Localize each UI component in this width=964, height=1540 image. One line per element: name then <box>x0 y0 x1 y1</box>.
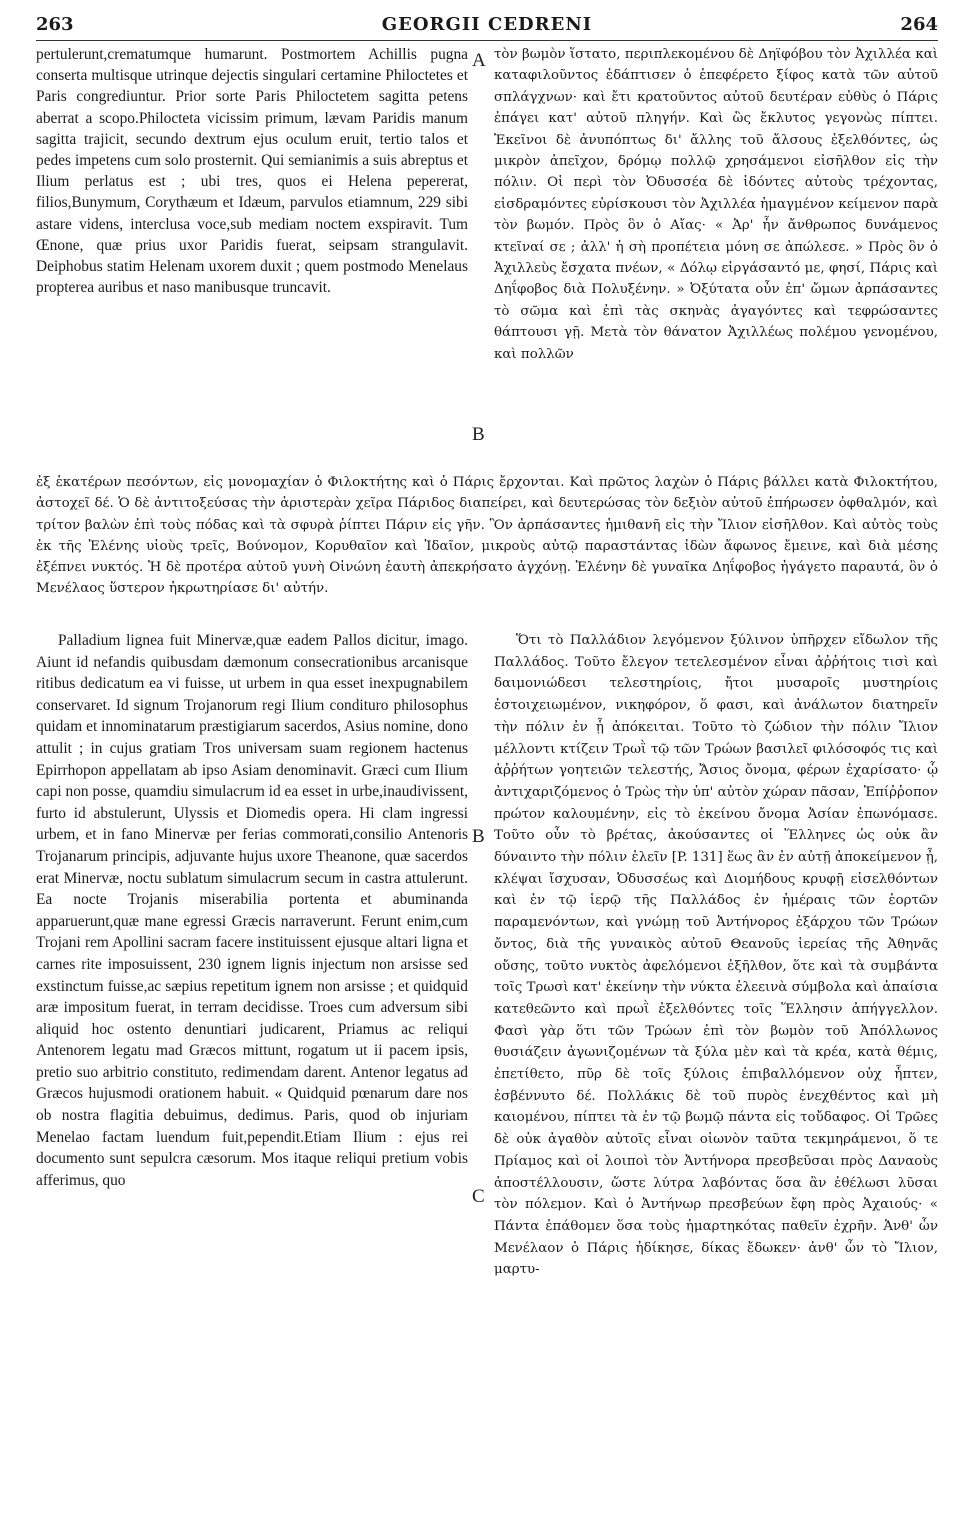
margin-marker-b2: B <box>472 826 485 847</box>
latin-column-section-1 <box>36 44 468 468</box>
latin-column-section-2 <box>36 630 468 1540</box>
running-title: GEORGII CEDRENI <box>381 14 593 35</box>
greek-column-section-1 <box>494 44 938 472</box>
greek-fullwidth-paragraph: ἐξ ἑκατέρων πεσόντων, εἰς μονομαχίαν ὁ Φιλοκτήτης καὶ ὁ Πάρις ἔρχονται. Καὶ πρῶτος λαχὼν ὁ Πάρις βάλλει κατὰ Φιλοκτήτου, ἀστοχεῖ δέ. Ὁ δὲ ἀντιτοξεύσας τὴν ἀριστερὰν χεῖρα Πάριδος διαπείρει, καὶ δευτερώσας τὸν δεξιὸν αὐτοῦ ἐπήρωσεν ὀφθαλμόν, καὶ τρίτον βαλὼν ἐπὶ τοὺς πόδας καὶ τὰ σφυρὰ ῥίπτει Πάριν εἰς γῆν. Ὃν ἁρπάσαντες ἡμιθανῆ εἰς τὴν Ἴλιον εἰσῆλθον. Καὶ αὐτὸς τοὺς ἐκ τῆς Ἑλένης υἱοὺς τρεῖς, Βούνομον, Κορυθαῖον καὶ Ἰδαῖον, μικροὺς αὐτῷ παραστάντας ἰδὼν ἄφωνος ἔμεινε, καὶ διὰ μέσης ἐξέπνει νυκτός. Ἡ δὲ προτέρα αὐτοῦ γυνὴ Οἰνώνη ἑαυτὴ ἀπεκρήσατο ἀγχόνῃ. Ἑλένην δὲ γυναῖκα Δηΐφοβος ἠγάγετο παραυτά, ὃν ὁ Μενέλαος ὕστερον ἠκρωτηρίασε δι' αὐτήν. <box>36 475 938 597</box>
greek-column-section-2 <box>494 630 938 1540</box>
margin-marker-c: C <box>472 1186 485 1207</box>
margin-marker-b1: B <box>472 424 485 445</box>
margin-marker-a: A <box>472 50 486 71</box>
page-number-right: 264 <box>900 14 938 35</box>
page-number-left: 263 <box>36 14 74 35</box>
greek-paragraph-2: Ὅτι τὸ Παλλάδιον λεγόμενον ξύλινον ὑπῆρχεν εἴδωλον τῆς Παλλάδος. Τοῦτο ἔλεγον τετελεσμένον εἶναι ἀῤῥήτοις τισὶ καὶ δαιμονιώδεσι τελεστηρίοις, ἤτοι μυσαροῖς μυστηρίοις ἐστοιχειωμένον, νικηφόρον, ὅ φασι, καὶ ἀνάλωτον διατηρεῖν τὴν πόλιν ἐν ᾗ ἀπόκειται. Τοῦτο τὸ ζώδιον τὴν πόλιν Ἴλιον μέλλοντι κτίζειν Τρωῒ τῷ τῶν Τρώων βασιλεῖ φιλόσοφός τις καὶ ἀῤῥήτων γοητειῶν τελεστής, Ἄσιος ὄνομα, φέρων ἐχαρίσατο· ᾧ ἀντιχαριζόμενος ὁ Τρὼς τὴν ὑπ' αὐτὸν χώραν πᾶσαν, Ἐπίῤῥοπον πρώτον καλουμένην, εἰς τὸ ἐκείνου ὄνομα Ἀσίαν ἐπωνόμασε. Τοῦτο οὖν τὸ βρέτας, ἀκούσαντες οἱ Ἕλληνες ὡς οὐκ ἂν δύναιντο τὴν πόλιν ἑλεῖν [P. 131] ἕως ἂν ἐν αὐτῇ ἀποκείμενον ᾖ, κλέψαι ἴσχυσαν, Ὀδυσσέως καὶ Διομήδους κρυφῇ εἰσελθόντων καὶ ἐν τῷ ἱερῷ τῆς Παλλάδος ἐν ἡμέραις τῶν ἑορτῶν παραμενόντων, καὶ γνώμῃ τοῦ Ἀντήνορος ἐξάρχου τῶν Τρώων ὄντος, διὰ τῆς γυναικὸς αὐτοῦ Θεανοῦς ἱερείας τῆς Ἀθηνᾶς οὔσης, τοῦτο νυκτὸς ἀφελόμενοι ἐξῆλθον, ὅτε καὶ τὰ συμβάντα τοῖς Τρωσὶ κατ' ἐκείνην τὴν νύκτα ἐλεεινὰ σύμβολα καὶ ἀπαίσια κατεθεῶντο καὶ πρωῒ ἐξελθόντες τοῖς Ἕλλησιν ἀπήγγελλον. Φασὶ γὰρ ὅτι τῶν Τρώων ἐπὶ τὸν βωμὸν τοῦ Ἀπόλλωνος θυσιάζειν ἀγωνιζομένων τὰ ξύλα μὲν καὶ τὰ κρέα, κατὰ θέμις, ἐπετίθετο, πῦρ δὲ τοῖς ξύλοις ἐπιβαλλόμενον οὐχ ἧπτεν, ἐσβέννυτο δέ. Πολλάκις δὲ τοῦ πυρὸς ἐνεχθέντος καὶ μὴ καιομένου, πίπτει τὰ ἐν τῷ βωμῷ πάντα εἰς τοὔδαφος. Οἱ Τρῶες δὲ οὐκ ἀγαθὸν αὐτοῖς εἶναι οἰωνὸν ταῦτα τεκμηράμενοι, ὅ τε Πρίαμος καὶ οἱ λοιποὶ τὸν Ἀντήνορα πρεσβεῦσαι πρὸς Δαναοὺς ἀποστέλλουσιν, ὥστε λύτρα λαβόντας ὅσα ἂν ἐθέλωσι λῦσαι τὸν πόλεμον. Καὶ ὁ Ἀντήνωρ πρεσβεύων ἔφη πρὸς Ἀχαιούς· « Πάντα ἐπάθομεν ὅσα τοὺς ἡμαρτηκότας παθεῖν ἐχρῆν. Ἀνθ' ὧν Μενέλαον ὁ Πάρις ἠδίκησε, δίκας ἔδωκεν· ἀνθ' ὧν τὸ Ἴλιον, μαρτυ- <box>494 633 938 1278</box>
running-header <box>36 10 938 41</box>
latin-paragraph-1: pertulerunt,crematumque humarunt. Postmortem Achillis pugna conserta multisque utrinque dejectis singulari certamine Philoctetes et Paris congrediuntur. Prior sorte Paris Philoctetem sagitta petens aberrat a scopo.Philocteta vicissim primum, lævam Paridis manum sagitta trajicit, secundo dextrum ejus oculum eruit, tertio talos et pedes impetens cum solo prosternit. Qui semianimis a suis abreptus et Ilium perlatus est ; ubi tres, quos ei Helena pepererat, filios,Bunymum, Corythæum et Idæum, parvulos etiamnum, 229 sibi astare videns, interclusa voce,sub mediam noctem exspiravit. Tum Œnone, quæ prius uxor Paridis fuerat, seipsam strangulavit. Deiphobus statim Helenam uxorem duxit ; quem postmodo Menelaus propterea auribus et naso manibusque truncavit. <box>36 46 468 297</box>
greek-paragraph-1: τὸν βωμὸν ἵστατο, περιπλεκομένου δὲ Δηϊφόβου τὸν Ἀχιλλέα καὶ καταφιλοῦντος ἐδάπτισεν ὁ ἐπεφέρετο ξίφος κατὰ τῶν αὐτοῦ σπλάγχνων· καὶ ἔτι κρατοῦντος αὐτοῦ δευτέραν εὐθὺς ὁ Πάρις ἐπάγει κατ' αὐτοῦ πληγήν. Καὶ ὣς ἔκλυτος γεγονὼς πίπτει. Ἐκεῖνοι δὲ ἀνυπόπτως δι' ἄλλης τοῦ ἄλσους ἐξελθόντες, ὡς μικρὸν ἀπεῖχον, δρόμῳ πολλῷ χρησάμενοι εἰσῆλθον εἰς τὴν πόλιν. Οἱ περὶ τὸν Ὀδυσσέα δὲ ἰδόντες αὐτοὺς τρέχοντας, εἰσδραμόντες εὑρίσκουσι τὸν Ἀχιλλέα ἡμαγμένον κείμενον παρὰ τὸν βωμόν. Πρὸς ὃν ὁ Αἴας· « Ἀρ' ἦν ἄνθρωπος δυνάμενος κτεῖναί σε ; ἀλλ' ἡ σὴ προπέτεια μόνη σε ἀπώλεσε. » Πρὸς ὃν ὁ Ἀχιλλεὺς ἔσχατα πνέων, « Δόλῳ εἰργάσαντό με, φησί, Πάρις καὶ Δηΐφοβος διὰ Πολυξένην. » Ὀξύτατα οὖν ἐπ' ὤμων ἁρπάσαντες τὸ σῶμα καὶ ἐπὶ τὰς σκηνὰς ἀγαγόντες καὶ τεφρώσαντες θάπτουσι γῇ. Μετὰ τὸν θάνατον Ἀχιλλέως πολέμου γενομένου, καὶ πολλῶν <box>494 47 938 362</box>
latin-paragraph-2: Palladium lignea fuit Minervæ,quæ eadem Pallos dicitur, imago. Aiunt id nefandis quibusdam dæmonum consecrationibus arcanisque ritibus dedicatum ea vi fuisse, ut urbem in qua esset inexpugnabilem conservaret. Id signum Trojanorum regi Ilium condituro philosophus quidam et innominatarum præstigiarum sacerdos, Asius nomine, dono attulit ; in cujus gratiam Tros universam suam regionem hactenus Epirrhopon appellatam ab ipso Asiam denominavit. Græci cum Ilium capi non posse, quamdiu simulacrum id ea esset in urbe,inaudivissent, furto id abstulerunt, Ulyssis et Diomedis opera. Hi clam ingressi urbem, et in fano Minervæ per ferias commorati,consilio Antenoris Trojanarum principis, adjuvante hujus uxore Theanone, quæ sacerdos erat Minervæ, noctu sublatum simulacrum secum in castra attulerunt. Ea nocte Trojanis miserabilia portenta et abuminanda apparuerunt,quæ mane egressi Græcis narraverunt. Ferunt enim,cum Trojani rem Apollini sacram facere instituissent ejusque altari ligna et carnes rite imposuissent, 230 ignem lignis injectum non arsisse sed exstinctum fuisse,ac sæpius repetitum ignem non arsisse ; et quidquid aræ impositum fuerat, in terram decidisse. Troes cum adversum sibi aliquid hoc ostento denuntiari judicarent, Priamus ac reliqui Antenorem legatu mad Græcos mittunt, rogatum ut ii pacem ipsis, pretio suo arbitrio constituto, redimendam darent. Antenor legatus ad Græcos hujusmodi orationem habuit. « Quidquid pœnarum dare nos ob nostra flagitia debuimus, dedimus. Paris, quod ob injuriam Menelao factam luendum fuit,pependit.Etiam Ilium : ejus rei documento sunt sepulcra cæsorum. Mos itaque reliqui pretium vobis afferimus, quo <box>36 632 468 1189</box>
